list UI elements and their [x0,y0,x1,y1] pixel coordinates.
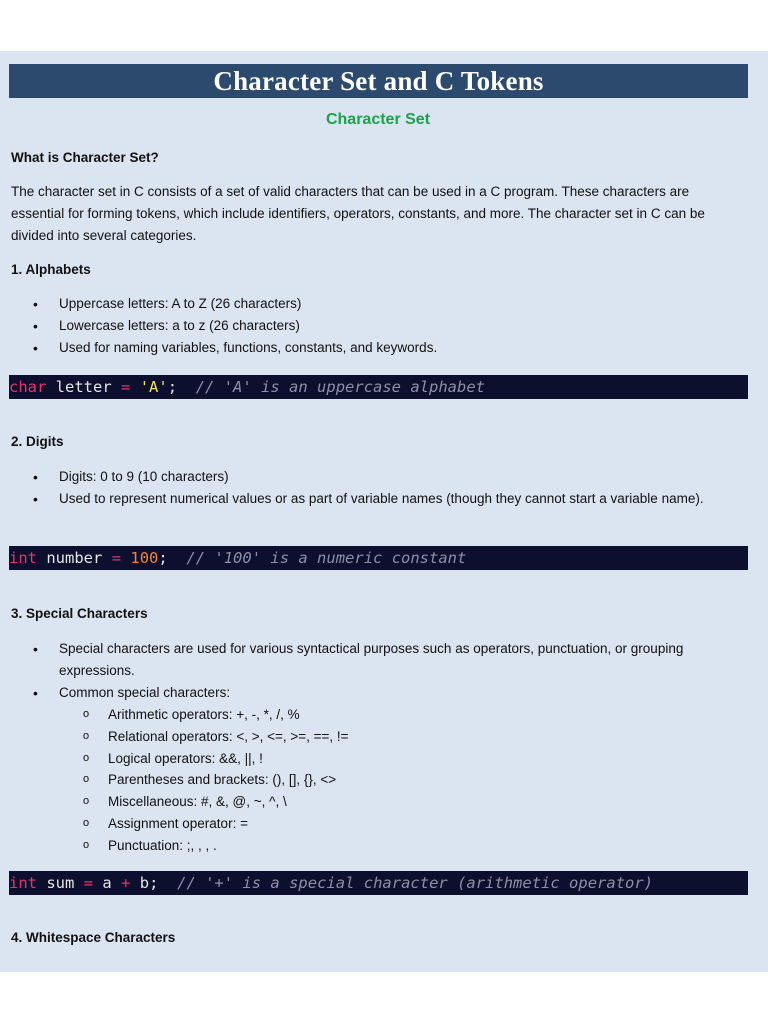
code-keyword: int [9,874,37,892]
code-operator: = [121,378,131,396]
sublist-item: o Logical operators: &&, ||, ! [59,748,735,770]
code-block-alphabet [9,375,748,399]
code-number-literal: 100 [130,549,159,567]
code-plus-operator: + [121,874,131,892]
list-item: • Used to represent numerical values or as part of variable names (though they cannot start a variable name). [0,488,735,510]
digits-heading: 2. Digits [11,434,64,449]
list-item: • Used for naming variables, functions, constants, and keywords. [0,337,735,359]
code-keyword: char [9,378,47,396]
list-item: • Uppercase letters: A to Z (26 characters) [0,293,735,315]
document-page [0,51,768,972]
code-char-literal: 'A' [139,378,168,396]
special-heading: 3. Special Characters [11,606,148,621]
code-operator: = [111,549,122,567]
alphabets-list [0,293,735,359]
sublist-item: o Parentheses and brackets: (), [], {}, <> [59,769,735,791]
page-title: Character Set and C Tokens [213,65,544,96]
code-identifier: number [46,549,103,567]
code-operator: = [83,874,94,892]
special-sublist [59,704,735,857]
special-list [0,638,735,857]
code-block-digits [9,546,748,570]
whitespace-heading: 4. Whitespace Characters [11,930,176,945]
code-comment: // 'A' is an uppercase alphabet [195,378,486,396]
code-identifier: sum [46,874,75,892]
list-item [0,682,735,857]
code-semicolon: ; [158,549,168,567]
section-subtitle: Character Set [325,111,431,128]
code-keyword: int [9,549,37,567]
sublist-item: o Punctuation: ;, , , . [59,835,735,857]
sublist-item: o Assignment operator: = [59,813,735,835]
code-identifier: letter [55,378,112,396]
code-block-special [9,871,748,895]
list-item: • Special characters are used for various syntactical purposes such as operators, punctuation, or grouping expressions. [0,638,735,682]
alphabets-heading: 1. Alphabets [11,262,91,277]
title-banner [9,64,748,98]
list-item: • Digits: 0 to 9 (10 characters) [0,466,735,488]
sublist-item: o Arithmetic operators: +, -, *, /, % [59,704,735,726]
code-semicolon: ; [167,378,178,396]
code-comment: // '+' is a special character (arithmetic operator) [177,874,654,892]
sublist-item: o Relational operators: <, >, <=, >=, ==, != [59,726,735,748]
digits-list [0,466,735,510]
list-item-label: Common special characters: [59,685,231,700]
code-operand-a: a [102,874,112,892]
sublist-item: o Miscellaneous: #, &, @, ~, ^, \ [59,791,735,813]
code-semicolon: ; [149,874,159,892]
code-comment: // '100' is a numeric constant [186,549,467,567]
intro-paragraph: The character set in C consists of a set of valid characters that can be used in a C program. These characters are essential for forming tokens, which include identifiers, operators, constants, and more. The character set in C can be divided into several categories. [11,184,705,243]
list-item: • Lowercase letters: a to z (26 characters) [0,315,735,337]
code-operand-b: b [139,874,150,892]
intro-heading: What is Character Set? [11,150,159,165]
